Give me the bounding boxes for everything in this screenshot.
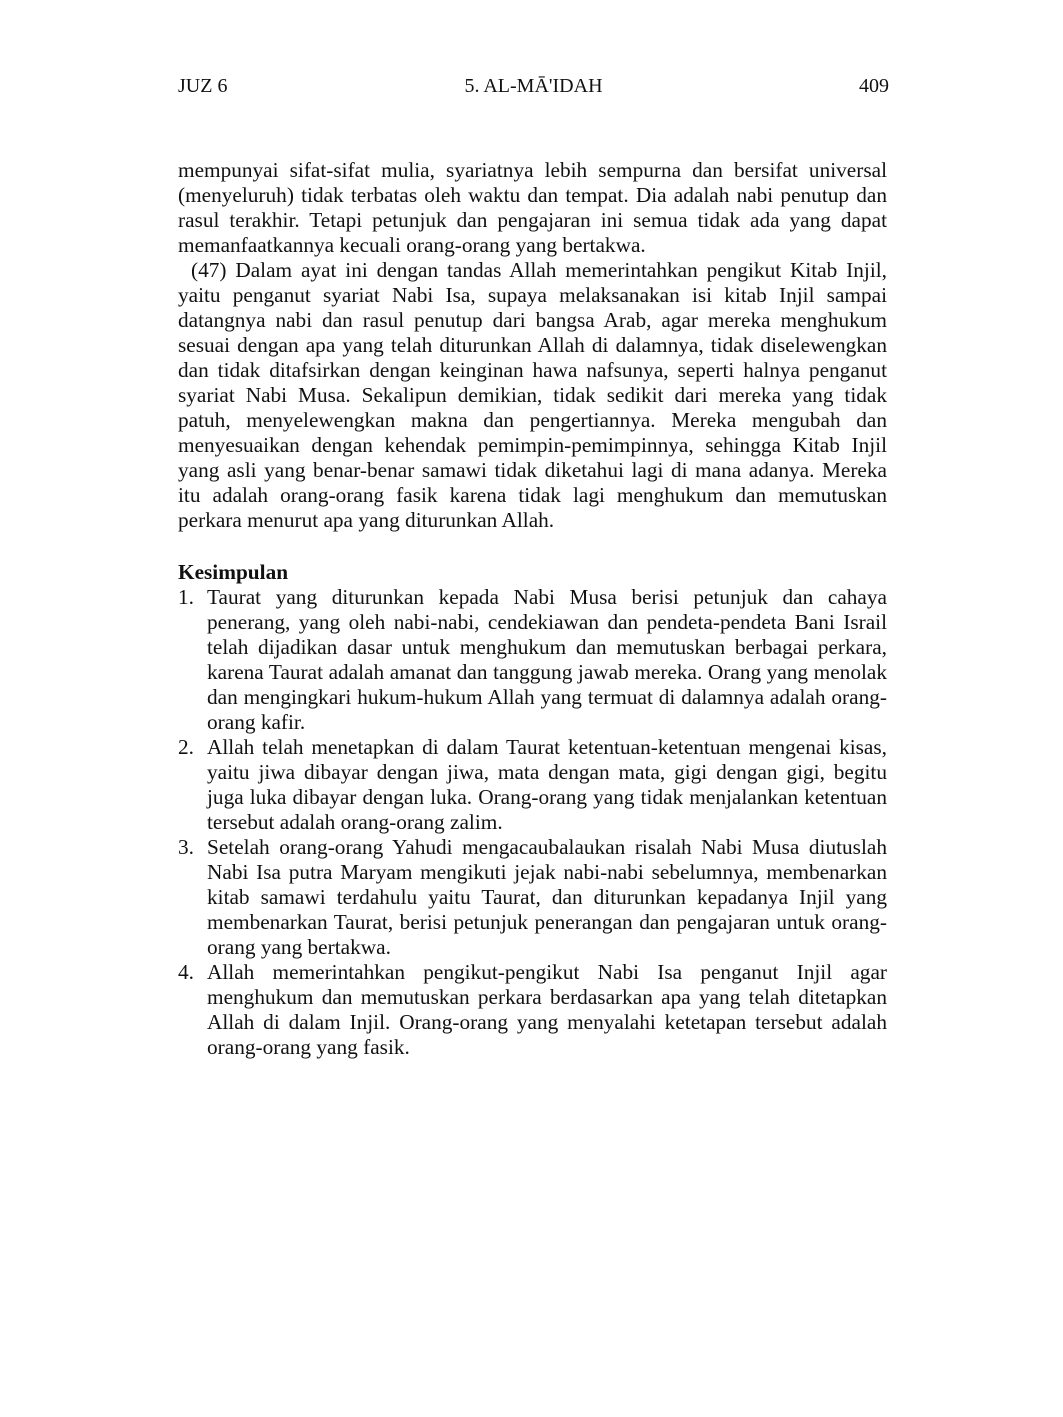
running-header: [178, 72, 889, 100]
paragraph-verse-47: (47) Dalam ayat ini dengan tandas Allah memerintahkan pengikut Kitab Injil, yaitu penganut syariat Nabi Isa, supaya melaksanakan isi kitab Injil sampai datangnya nabi dan rasul penutup dari bangsa Arab, agar mereka menghukum sesuai dengan apa yang telah diturunkan Allah di dalamnya, tidak diselewengkan dan tidak ditafsirkan dengan keinginan hawa nafsunya, seperti halnya penganut syariat Nabi Musa. Sekalipun demikian, tidak sedikit dari mereka yang tidak patuh, menyelewengkan makna dan pengertiannya. Mereka mengubah dan menyesuaikan dengan kehendak pemimpin-pemimpinnya, sehingga Kitab Injil yang asli yang benar-benar samawi tidak diketahui lagi di mana adanya. Mereka itu adalah orang-orang fasik karena tidak lagi menghukum dan memutuskan perkara menurut apa yang diturunkan Allah.: [178, 258, 887, 532]
conclusion-item: [178, 585, 887, 735]
conclusion-list: [178, 585, 887, 1060]
conclusion-item-number: 2.: [178, 735, 194, 759]
section-heading-kesimpulan: Kesimpulan: [178, 560, 289, 584]
conclusion-item-text: Allah telah menetapkan di dalam Taurat ketentuan-ketentuan mengenai kisas, yaitu jiwa dibayar dengan jiwa, mata dengan mata, gigi dengan gigi, begitu juga luka dibayar dengan luka. Orang-orang yang tidak menjalankan ketentuan tersebut adalah orang-orang zalim.: [207, 735, 887, 834]
header-surah-title: 5. AL-MĀ'IDAH: [464, 75, 603, 97]
conclusion-item-number: 3.: [178, 835, 194, 859]
conclusion-item: [178, 960, 887, 1060]
conclusion-item-number: 1.: [178, 585, 194, 609]
conclusion-item-text: Allah memerintahkan pengikut-pengikut Nabi Isa penganut Injil agar menghukum dan memutuskan perkara berdasarkan apa yang telah ditetapkan Allah di dalam Injil. Orang-orang yang menyalahi ketetapan tersebut adalah orang-orang yang fasik.: [207, 960, 887, 1059]
header-page-number: 409: [859, 75, 889, 97]
conclusion-item: [178, 735, 887, 835]
conclusion-item: [178, 835, 887, 960]
conclusion-item-text: Taurat yang diturunkan kepada Nabi Musa berisi petunjuk dan cahaya penerang, yang oleh nabi-nabi, cendekiawan dan pendeta-pendeta Bani Israil telah dijadikan dasar untuk menghukum dan memutuskan berbagai perkara, karena Taurat adalah amanat dan tanggung jawab mereka. Orang yang menolak dan mengingkari hukum-hukum Allah yang termuat di dalamnya adalah orang-orang kafir.: [207, 585, 887, 734]
paragraph-continued: mempunyai sifat-sifat mulia, syariatnya lebih sempurna dan bersifat universal (menyeluruh) tidak terbatas oleh waktu dan tempat. Dia adalah nabi penutup dan rasul terakhir. Tetapi petunjuk dan pengajaran ini semua tidak ada yang dapat memanfaatkannya kecuali orang-orang yang bertakwa.: [178, 158, 887, 257]
header-juz: JUZ 6: [178, 75, 228, 97]
body-text: [178, 158, 887, 1060]
conclusion-item-number: 4.: [178, 960, 194, 984]
conclusion-item-text: Setelah orang-orang Yahudi mengacaubalaukan risalah Nabi Musa diutuslah Nabi Isa putra Maryam mengikuti jejak nabi-nabi sebelumnya, membenarkan kitab samawi terdahulu yaitu Taurat, dan diturunkan kepadanya Injil yang membenarkan Taurat, berisi petunjuk penerangan dan pengajaran untuk orang-orang yang bertakwa.: [207, 835, 887, 959]
